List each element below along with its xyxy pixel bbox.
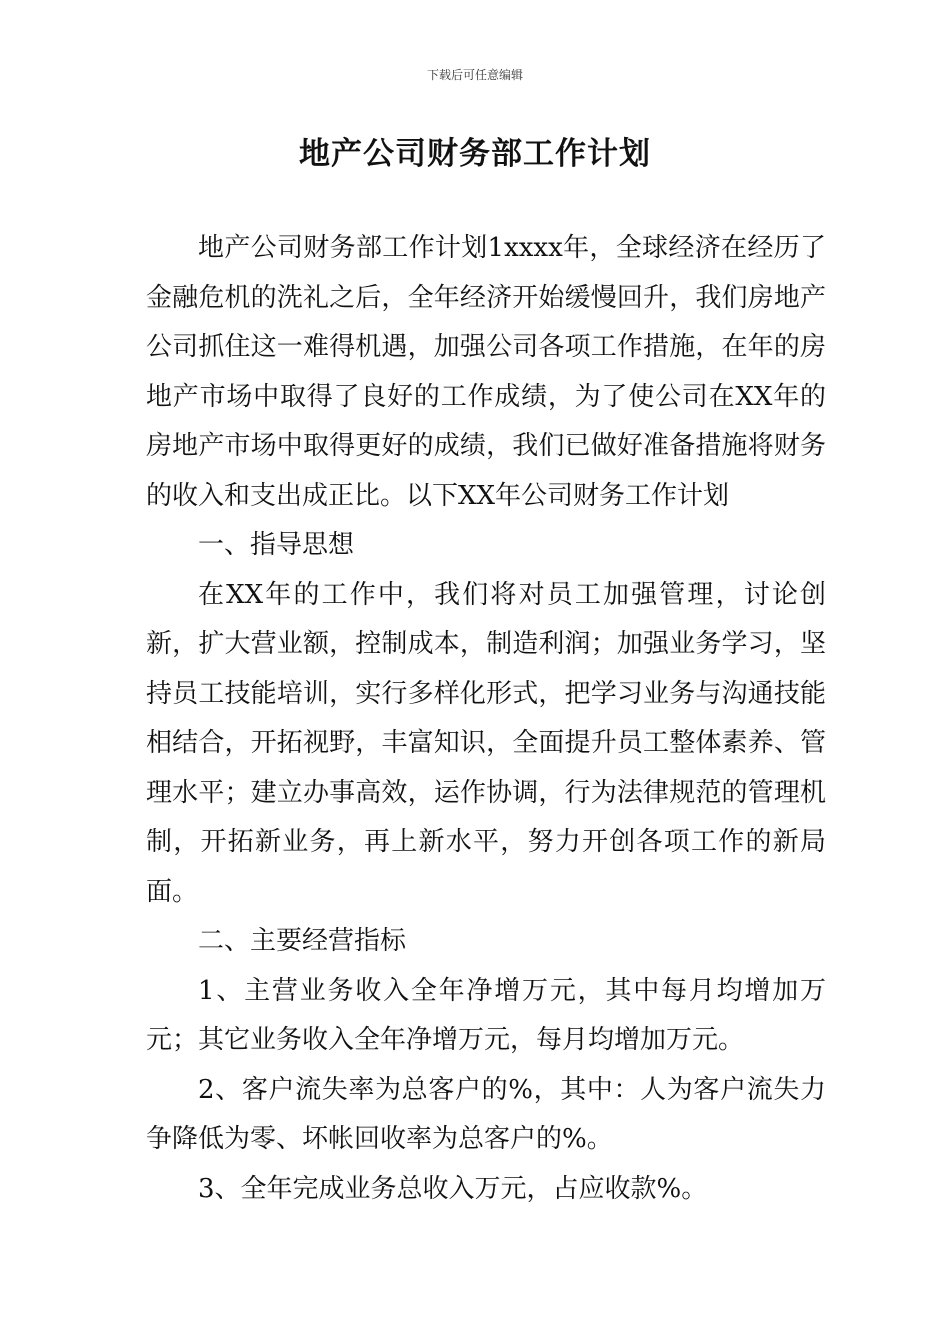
indicator-item-2: 2、客户流失率为总客户的%，其中：人为客户流失力争降低为零、坏帐回收率为总客户的%。 [146,1074,826,1154]
document-title: 地产公司财务部工作计划 [299,136,651,172]
intro-paragraph: 地产公司财务部工作计划1xxxx年，全球经济在经历了金融危机的洗礼之后，全年经济开始缓慢回升，我们房地产公司抓住这一难得机遇，加强公司各项工作措施，在年的房地产市场中取得了良好的工作成绩，为了使公司在XX年的房地产市场中取得更好的成绩，我们已做好准备措施将财务的收入和支出成正比。以下XX年公司财务工作计划 [146,233,826,511]
indicator-item-1: 1、主营业务收入全年净增万元，其中每月均增加万元；其它业务收入全年净增万元，每月均增加万元。 [146,975,826,1055]
header-note: 下载后可任意编辑 [426,68,523,82]
section-heading-main-indicators: 二、主要经营指标 [198,926,407,956]
document-body [146,224,826,1214]
guiding-ideology-paragraph: 在XX年的工作中，我们将对员工加强管理，讨论创新，扩大营业额，控制成本，制造利润；加强业务学习，坚持员工技能培训，实行多样化形式，把学习业务与沟通技能相结合，开拓视野，丰富知识，全面提升员工整体素养、管理水平；建立办事高效，运作协调，行为法律规范的管理机制，开拓新业务，再上新水平，努力开创各项工作的新局面。 [146,579,826,907]
indicator-item-3: 3、全年完成业务总收入万元，占应收款%。 [198,1173,708,1204]
section-heading-guiding-ideology: 一、指导思想 [198,530,355,560]
